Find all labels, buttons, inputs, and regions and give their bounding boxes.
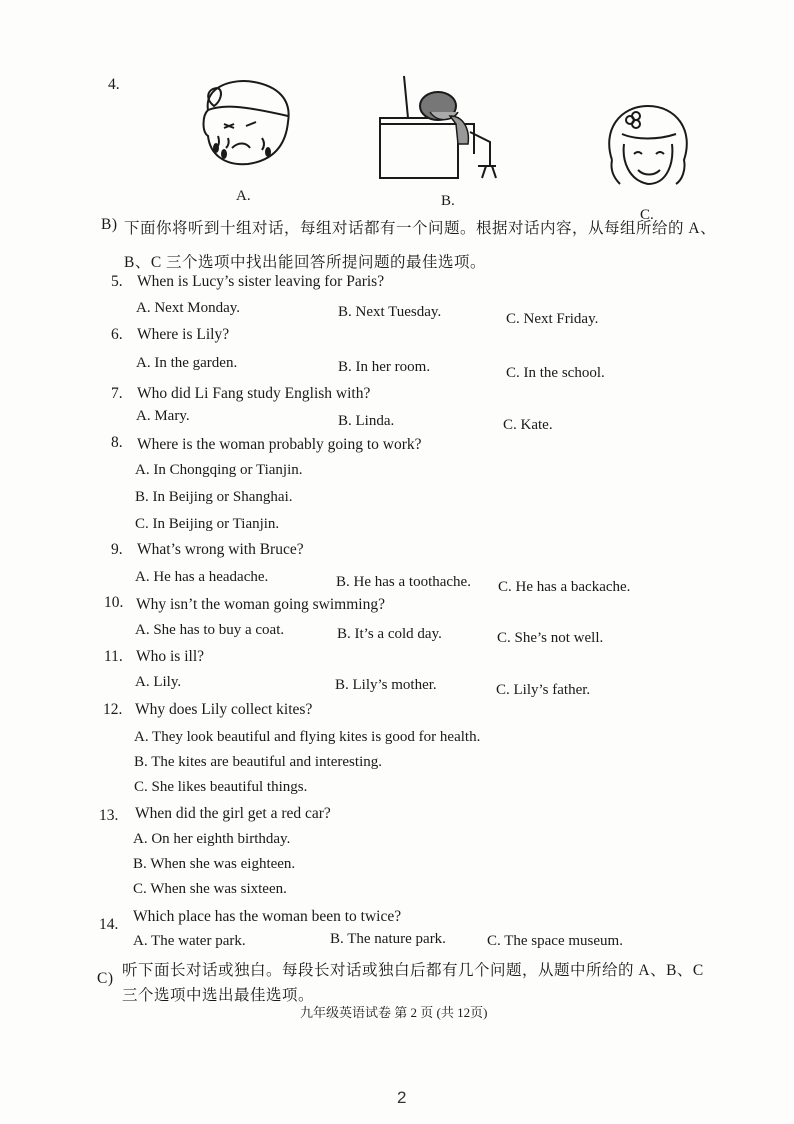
page-footer: 九年级英语试卷 第 2 页 (共 12页) <box>300 1005 488 1020</box>
desk-sleeping-icon <box>378 72 508 184</box>
question-text: Which place has the woman been to twice? <box>133 908 402 925</box>
option-a: A. She has to buy a coat. <box>135 622 285 638</box>
section-c-instruction-line1: 听下面长对话或独白。每段长对话或独白后都有几个问题，从题中所给的 A、B、C <box>122 962 704 979</box>
option-a: A. The water park. <box>133 933 246 949</box>
picture-b-tired-at-desk <box>378 72 508 189</box>
question-text: Who is ill? <box>136 648 205 665</box>
question-number: 7. <box>111 385 123 402</box>
option-b: B. Lily’s mother. <box>335 677 437 693</box>
option-b: B. When she was eighteen. <box>133 856 296 872</box>
question-text: Where is the woman probably going to work? <box>137 436 422 453</box>
question-text: What’s wrong with Bruce? <box>137 541 304 558</box>
question-text: Where is Lily? <box>137 326 230 343</box>
question-number: 5. <box>111 273 123 290</box>
question-number: 6. <box>111 326 123 343</box>
option-a: A. Mary. <box>136 408 190 424</box>
section-b-instruction-line2: B、C 三个选项中找出能回答所提问题的最佳选项。 <box>124 254 487 271</box>
option-c: C. In the school. <box>506 365 605 381</box>
question-text: When did the girl get a red car? <box>135 805 331 822</box>
option-b: B. In Beijing or Shanghai. <box>135 489 293 505</box>
picture-c-label: C. <box>640 207 654 223</box>
option-a: A. He has a headache. <box>135 569 269 585</box>
option-b: B. The kites are beautiful and interesting. <box>134 754 382 770</box>
option-b: B. Next Tuesday. <box>338 304 442 320</box>
section-c-instruction-line2: 三个选项中选出最佳选项。 <box>122 987 315 1004</box>
question-4-number: 4. <box>108 76 120 93</box>
question-text: Why does Lily collect kites? <box>135 701 313 718</box>
option-a: A. In the garden. <box>136 355 238 371</box>
option-a: A. Lily. <box>135 674 182 690</box>
option-c: C. Kate. <box>503 417 553 433</box>
option-c: C. He has a backache. <box>498 579 631 595</box>
section-b-marker: B) <box>101 216 118 233</box>
question-text: When is Lucy’s sister leaving for Paris? <box>137 273 385 290</box>
question-number: 9. <box>111 541 123 558</box>
option-a: A. They look beautiful and flying kites is good for health. <box>134 729 481 745</box>
option-c: C. She likes beautiful things. <box>134 779 308 795</box>
option-c: C. In Beijing or Tianjin. <box>135 516 280 532</box>
question-number: 14. <box>99 916 119 933</box>
question-text: Who did Li Fang study English with? <box>137 385 371 402</box>
option-b: B. The nature park. <box>330 931 446 947</box>
option-b: B. He has a toothache. <box>336 574 471 590</box>
page-number: 2 <box>397 1088 407 1107</box>
question-number: 10. <box>104 594 124 611</box>
picture-a-crying-girl <box>184 76 300 177</box>
smiling-girl-icon <box>602 100 694 196</box>
option-c: C. Next Friday. <box>506 311 599 327</box>
picture-a-label: A. <box>236 188 251 204</box>
option-b: B. Linda. <box>338 413 395 429</box>
picture-b-label: B. <box>441 193 455 209</box>
option-b: B. In her room. <box>338 359 431 375</box>
option-c: C. Lily’s father. <box>496 682 591 698</box>
section-b-instruction-line1: 下面你将听到十组对话，每组对话都有一个问题。根据对话内容，从每组所给的 A、 <box>124 220 717 237</box>
question-number: 13. <box>99 807 119 824</box>
option-a: A. Next Monday. <box>136 300 241 316</box>
question-number: 8. <box>111 434 123 451</box>
option-a: A. On her eighth birthday. <box>133 831 291 847</box>
option-c: C. She’s not well. <box>497 630 604 646</box>
option-a: A. In Chongqing or Tianjin. <box>135 462 303 478</box>
option-c: C. The space museum. <box>487 933 623 949</box>
section-c-marker: C) <box>97 970 114 987</box>
question-number: 11. <box>104 648 123 665</box>
option-b: B. It’s a cold day. <box>337 626 442 642</box>
question-text: Why isn’t the woman going swimming? <box>136 596 385 613</box>
crying-girl-icon <box>184 76 300 172</box>
option-c: C. When she was sixteen. <box>133 881 287 897</box>
picture-c-smiling-girl <box>602 100 694 201</box>
question-number: 12. <box>103 701 123 718</box>
